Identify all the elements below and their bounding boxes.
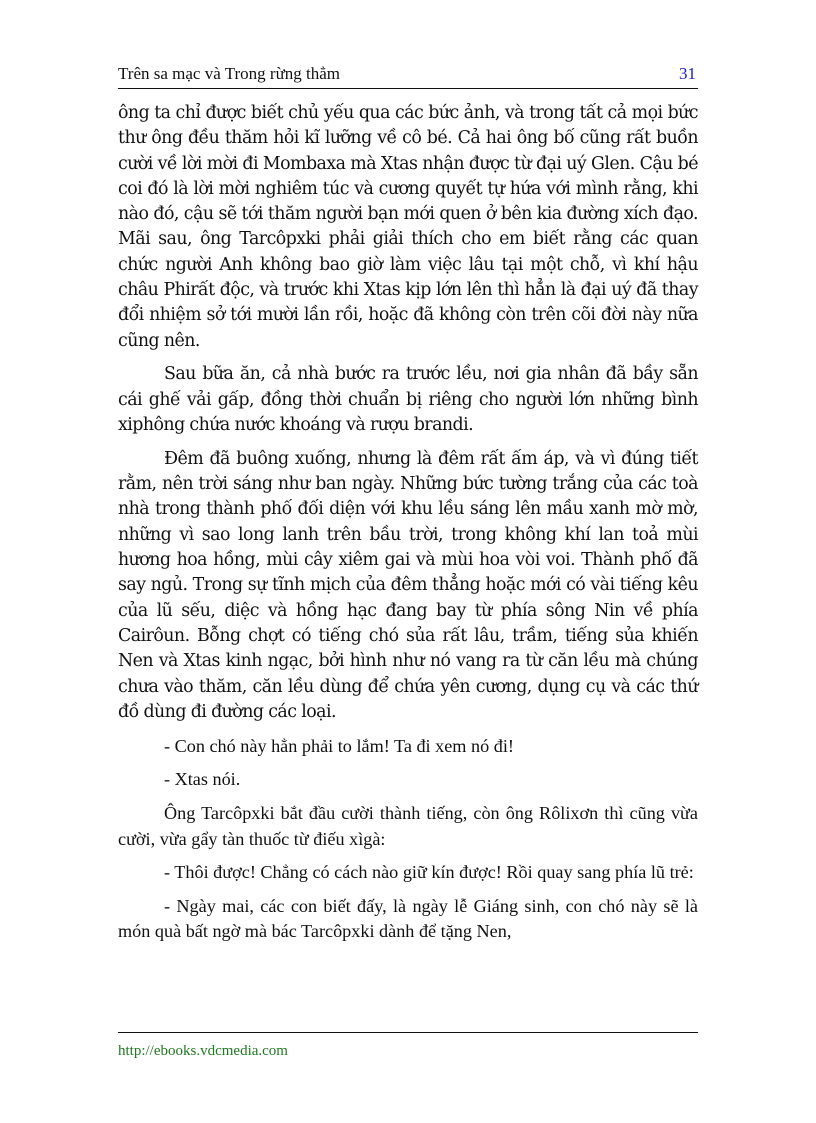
page-number: 31 xyxy=(679,64,696,83)
running-header xyxy=(118,62,698,89)
dialogue-line: - Ngày mai, các con biết đấy, là ngày lễ Giáng sinh, con chó này sẽ là món quà bất ngờ mà bác Tarcôpxki dành để tặng Nen, xyxy=(118,896,698,942)
paragraph: Đêm đã buông xuống, nhưng là đêm rất ấm áp, và vì đúng tiết rằm, nên trời sáng như ban ngày. Những bức tường trắng của các toà nhà trong thành phố đối diện với khu lều sáng lên mầu xanh mờ mờ, những vì sao long lanh trên bầu trời, trong không khí lan toả mùi hương hoa hồng, mùi cây xiêm gai và mùi hoa vòi voi. Thành phố đã say ngủ. Trong sự tĩnh mịch của đêm thẳng hoặc mới có vài tiếng kêu của lũ sếu, diệc và hồng hạc đang bay từ phía sông Nin về phía Cairôun. Bỗng chợt có tiếng chó sủa rất lâu, trầm, tiếng sủa khiến Nen và Xtas kinh ngạc, bởi hình như nó vang ra từ căn lều mà chúng chưa vào thăm, căn lều dùng để chứa yên cương, dụng cụ và các thứ đồ dùng đi đường các loại. xyxy=(118,448,698,722)
paragraph: Sau bữa ăn, cả nhà bước ra trước lều, nơi gia nhân đã bầy sẵn cái ghế vải gấp, đồng thời chuẩn bị riêng cho người lớn những bình xiphông chứa nước khoáng và rượu brandi. xyxy=(118,364,698,436)
dialogue-line: - Xtas nói. xyxy=(164,769,241,790)
page-body xyxy=(118,101,698,953)
dialogue-line: - Con chó này hẳn phải to lắm! Ta đi xem nó đi! xyxy=(164,735,514,756)
footer-divider xyxy=(118,1032,698,1033)
paragraph: ông ta chỉ được biết chủ yếu qua các bức ảnh, và trong tất cả mọi bức thư ông đều thăm hỏi kĩ lưỡng về cô bé. Cả hai ông bố cũng rất buồn cười về lời mời đi Mombaxa mà Xtas nhận được từ đại uý Glen. Cậu bé coi đó là lời mời nghiêm túc và cương quyết tự hứa với mình rằng, khi nào đó, cậu sẽ tới thăm người bạn mới quen ở bên kia đường xích đạo. Mãi sau, ông Tarcôpxki phải giải thích cho em biết rằng các quan chức người Anh không bao giờ làm việc lâu tại một chỗ, vì khí hậu châu Phirất độc, và trước khi Xtas kịp lớn lên thì hẳn là đại uý đã thay đổi nhiệm sở tới mười lần rồi, hoặc đã không còn trên cõi đời này nữa cũng nên. xyxy=(118,103,698,351)
book-title: Trên sa mạc và Trong rừng thẳm xyxy=(118,64,341,83)
dialogue-line: - Thôi được! Chẳng có cách nào giữ kín được! Rồi quay sang phía lũ trẻ: xyxy=(164,862,694,883)
footer-link[interactable]: http://ebooks.vdcmedia.com xyxy=(118,1043,288,1059)
paragraph: Ông Tarcôpxki bắt đầu cười thành tiếng, còn ông Rôlixơn thì cũng vừa cười, vừa gẩy tàn thuốc từ điếu xìgà: xyxy=(118,803,698,849)
